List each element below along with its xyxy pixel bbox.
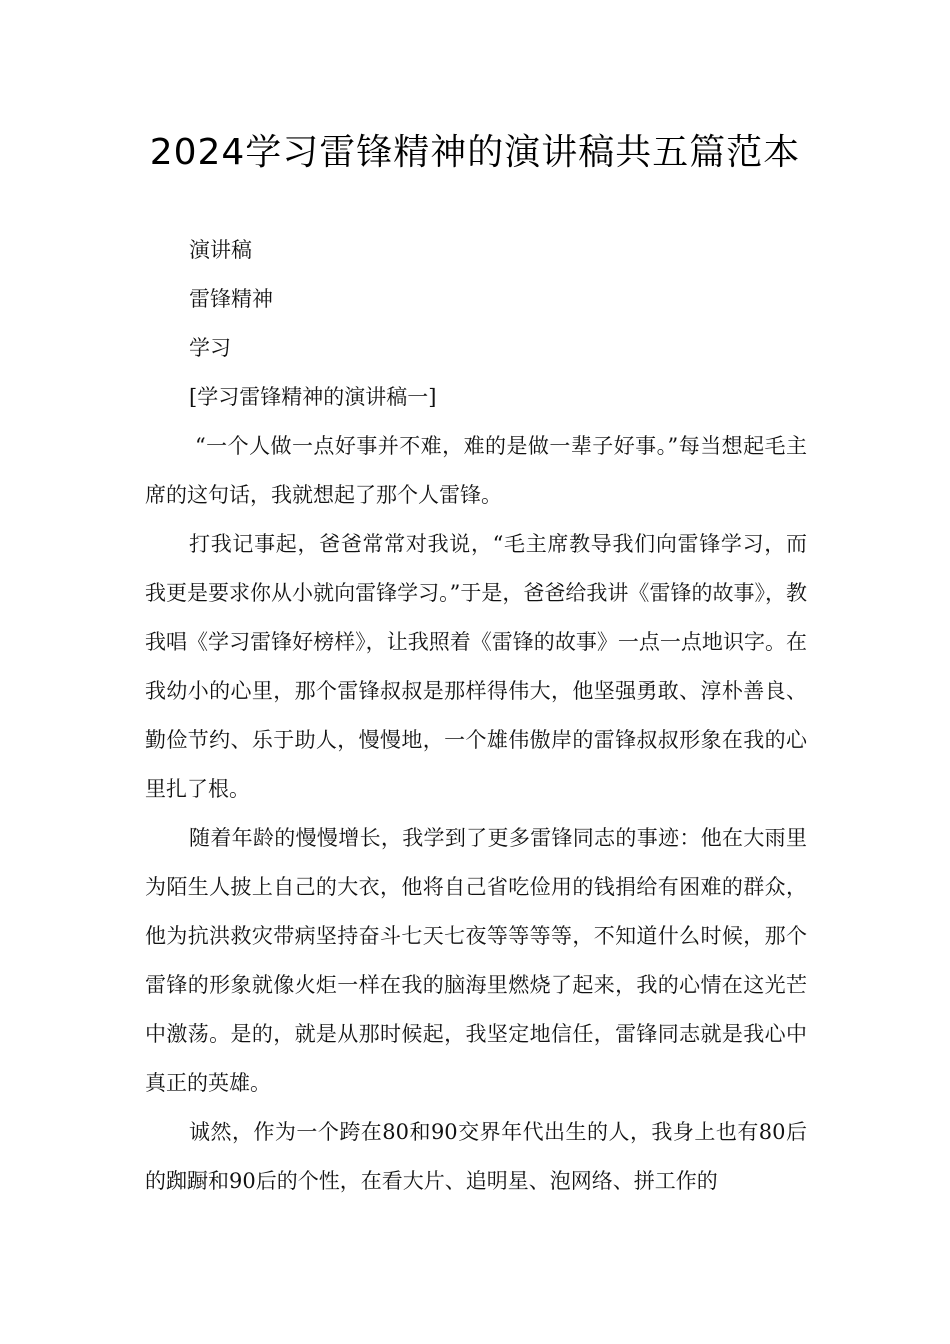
paragraph-3: 随着年龄的慢慢增长，我学到了更多雷锋同志的事迹：他在大雨里为陌生人披上自己的大衣，他将自己省吃俭用的钱捐给有困难的群众，他为抗洪救灾带病坚持奋斗七天七夜等等等等，不知道什么时候，那个雷锋的形象就像火炬一样在我的脑海里燃烧了起来，我的心情在这光芒中激荡。是的，就是从那时候起，我坚定地信任，雷锋同志就是我心中真正的英雄。 xyxy=(145,826,807,1095)
paragraph-1: “一个人做一点好事并不难，难的是做一辈子好事。”每当想起毛主席的这句话，我就想起了那个人雷锋。 xyxy=(145,434,807,507)
keyword-spirit: 雷锋精神 xyxy=(189,287,273,311)
paragraph-2: 打我记事起，爸爸常常对我说，“毛主席教导我们向雷锋学习，而我更是要求你从小就向雷锋学习。”于是，爸爸给我讲《雷锋的故事》，教我唱《学习雷锋好榜样》，让我照着《雷锋的故事》一点一点地识字。在我幼小的心里，那个雷锋叔叔是那样得伟大，他坚强勇敢、淳朴善良、勤俭节约、乐于助人，慢慢地，一个雄伟傲岸的雷锋叔叔形象在我的心里扎了根。 xyxy=(145,532,807,801)
keyword-speech: 演讲稿 xyxy=(189,238,252,262)
document-body xyxy=(145,226,807,1206)
keyword-study: 学习 xyxy=(189,336,231,360)
section-heading: [学习雷锋精神的演讲稿一] xyxy=(189,385,437,409)
paragraph-4: 诚然，作为一个跨在80和90交界年代出生的人，我身上也有80后的踟蹰和90后的个性，在看大片、追明星、泡网络、拼工作的 xyxy=(145,1120,807,1193)
document-title: 2024学习雷锋精神的演讲稿共五篇范本 xyxy=(149,132,801,173)
